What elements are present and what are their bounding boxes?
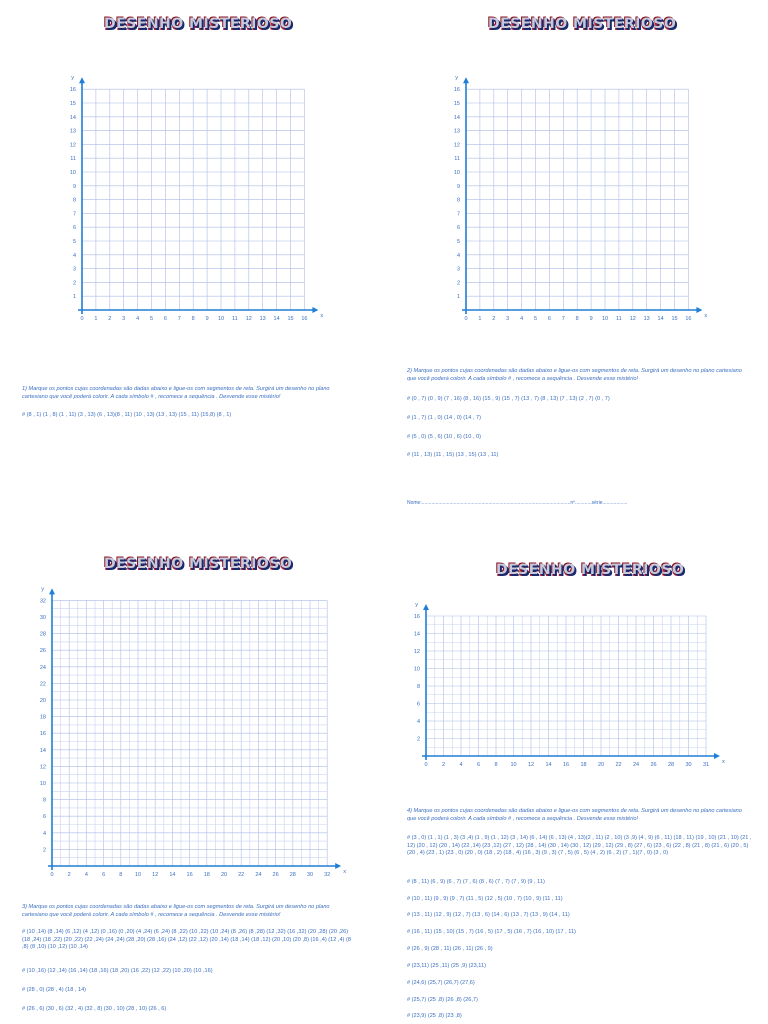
coordinate-sequence: # (26 , 6) (30 , 6) (32 , 4) (32 , 8) (30 , 10) (28 , 10) (26 , 6) [22, 1006, 167, 1012]
x-tick-label: 20 [220, 872, 228, 878]
y-tick-label: 6 [42, 814, 46, 821]
panel-title: DESENHO MISTERIOSO [488, 16, 677, 32]
coordinate-sequence: # (23,9) (25 ,8) (23 ,8) [407, 1013, 462, 1019]
x-axis-arrow [714, 753, 720, 759]
x-tick-label: 6 [102, 872, 106, 878]
panel-title: DESENHO MISTERIOSO [104, 16, 293, 32]
y-axis-label: y [41, 586, 44, 593]
y-tick-label: 24 [39, 664, 46, 671]
x-tick-label: 0 [50, 872, 54, 878]
x-tick-label: 8 [191, 316, 195, 322]
x-tick-label: 0 [80, 316, 84, 322]
x-tick-label: 2 [492, 316, 496, 322]
x-tick-label: 12 [527, 762, 535, 768]
y-axis-arrow [79, 77, 85, 83]
x-tick-label: 4 [84, 872, 88, 878]
x-tick-label: 12 [629, 316, 636, 322]
x-tick-label: 16 [562, 762, 570, 768]
y-tick-label: 14 [413, 631, 420, 638]
y-tick-label: 2 [72, 280, 76, 287]
panel-title: DESENHO MISTERIOSO [496, 562, 685, 578]
x-tick-label: 14 [273, 316, 280, 322]
x-tick-label: 13 [259, 316, 266, 322]
y-tick-label: 6 [456, 225, 460, 232]
y-tick-label: 16 [39, 731, 46, 738]
y-axis-label: y [71, 75, 74, 82]
x-tick-label: 30 [306, 872, 314, 878]
x-tick-label: 24 [632, 762, 640, 768]
y-tick-label: 4 [72, 252, 76, 259]
name-field: Nome:...........................................................................................................nº............série.................. [407, 500, 628, 506]
y-tick-label: 10 [69, 170, 76, 176]
y-tick-label: 30 [39, 615, 46, 621]
y-tick-label: 26 [39, 648, 46, 655]
y-tick-label: 12 [39, 764, 46, 771]
y-tick-label: 1 [456, 294, 460, 301]
x-tick-label: 16 [301, 316, 308, 322]
grid-lines [466, 89, 688, 310]
coordinate-sequence: # (1 , 7) (1 , 0) (14 , 0) (14 , 7) [407, 415, 481, 421]
coordinate-sequence: # (10 , 11) (9 , 9) (9 , 7) (11 , 5) (12 , 5) (10 , 7) (10 , 9) (11 , 11) [407, 896, 563, 902]
y-tick-label: 11 [454, 156, 460, 163]
x-axis-label: x [704, 313, 708, 319]
x-tick-label: 16 [685, 316, 692, 322]
y-tick-label: 18 [39, 714, 46, 721]
coordinate-sequence: # (8 , 11) (6 , 9) (6 , 7) (7 , 6) (8 , 6) (7 , 7) (7 , 9) (9 , 11) [407, 879, 545, 885]
coordinate-sequence: # (25,7) (25 ,8) (26 ,8) (26,7) [407, 997, 478, 1003]
instructions: 1) Marque os pontos cujas coordenadas são dadas abaixo e ligue-os com segmentos de reta. Surgirá um desenho no plano cartesiano que você poderá colorir. A cada símbolo # , recomece a sequência . Desvende esse mistério! [22, 386, 330, 400]
x-tick-label: 3 [506, 316, 510, 322]
x-tick-label: 11 [616, 316, 622, 322]
x-tick-label: 6 [163, 316, 167, 322]
y-tick-label: 10 [413, 666, 420, 673]
coordinate-sequence: # (26 , 9) (28 , 11) (26 , 11) (26 , 9) [407, 946, 493, 952]
instructions: 4) Marque os pontos cujas coordenadas são dadas abaixo e ligue-os com segmentos de reta. Surgirá um desenho no plano cartesiano que você poderá colorir. A cada símbolo # , recomece a sequência . Desvende esse mistério! [407, 808, 742, 822]
coordinate-sequence: # (23,11) (25 ,11) (25 ,9) (23,11) [407, 963, 486, 969]
x-tick-label: 5 [149, 316, 154, 322]
coordinate-sequence: # (24,6) (25,7) (26,7) (27,6) [407, 980, 475, 986]
y-tick-label: 10 [39, 781, 46, 787]
y-tick-label: 4 [42, 830, 46, 837]
x-tick-label: 28 [289, 872, 296, 878]
y-tick-label: 12 [453, 142, 460, 149]
y-axis-label: y [455, 75, 458, 82]
x-tick-label: 4 [520, 316, 524, 322]
x-axis-label: x [722, 759, 725, 765]
x-axis-arrow [312, 307, 318, 313]
x-tick-label: 14 [545, 762, 552, 768]
x-tick-label: 22 [615, 762, 622, 768]
x-tick-label: 8 [119, 872, 123, 878]
x-tick-label: 0 [464, 316, 468, 322]
y-tick-label: 7 [456, 211, 460, 218]
y-tick-label: 4 [456, 252, 460, 259]
instructions: 3) Marque os pontos cujas coordenadas são dadas abaixo e ligue-os com segmentos de reta. Surgirá um desenho no plano cartesiano que você poderá colorir. A cada símbolo # , recomece a sequência . Desvende esse mistério! [22, 904, 330, 918]
grid-lines [82, 89, 304, 310]
x-tick-label: 10 [510, 762, 517, 768]
cartesian-plane [414, 590, 749, 770]
x-tick-label: 22 [238, 872, 245, 878]
x-tick-label: 16 [186, 872, 193, 878]
coordinate-sequence: # (10 ,16) (12 ,14) (16 ,14) (18 ,16) (18 ,20) (16 ,22) (12 ,22) (10 ,20) (10 ,16) [22, 968, 213, 974]
x-tick-label: 4 [459, 762, 463, 768]
cartesian-plane [444, 64, 724, 334]
x-tick-label: 7 [177, 316, 181, 322]
y-tick-label: 6 [72, 225, 76, 232]
y-tick-label: 14 [39, 747, 46, 754]
y-tick-label: 28 [39, 631, 46, 638]
x-tick-label: 28 [667, 762, 675, 768]
y-axis-arrow [423, 604, 429, 610]
y-tick-label: 8 [72, 197, 76, 204]
x-axis-label: x [343, 869, 346, 875]
x-tick-label: 7 [561, 316, 565, 322]
x-tick-label: 26 [650, 762, 657, 768]
x-tick-label: 12 [152, 872, 159, 878]
x-axis-label: x [320, 313, 324, 319]
x-tick-label: 11 [232, 316, 238, 322]
x-tick-label: 26 [272, 872, 279, 878]
y-tick-label: 12 [69, 142, 76, 149]
y-tick-label: 15 [69, 101, 76, 107]
x-tick-label: 24 [255, 872, 262, 878]
x-tick-label: 9 [589, 316, 593, 322]
x-tick-label: 8 [575, 316, 579, 322]
x-tick-label: 1 [94, 316, 98, 322]
y-tick-label: 8 [456, 197, 460, 204]
y-tick-label: 20 [39, 698, 46, 704]
x-tick-label: 32 [324, 872, 331, 878]
coordinate-sequence: # (3 , 0) (1 , 1) (1 , 3) (3 ,4) (1 , 9) (1 , 12) (3 , 14) (6 , 14) (6 , 13) (4 , 13)(2 , 11) (2 , 10) (3 ,9) (4 , 9) (6 , 11) (18 , 11) (19 , 10) (21 , 10) (21 , 12) (20 , 12) (20 , 14) (22 ,14) (23 ,12) (27 , 12) (28 , 14) (30 , 14) (30 , 12) (29 , 12) (29 , 8) (27 , 6) (23 , 6) (22 , 8) (21 , 8) (21 , 6) (20 , 5) (20 , 4) (23 , 1) (23 , 0) (20 , 0) (18 , 2) (18 , 4) (16 , 3) (9 , 3) (7 , 5) (6 , 5) (4 , 2) (6 , 2) (7 , 1)(7 , 0) (3 , 0) [407, 835, 752, 856]
coordinate-sequence: # (5 , 0) (5 , 6) (10 , 6) (10 , 0) [407, 434, 481, 440]
y-tick-label: 9 [456, 183, 460, 190]
x-tick-label: 15 [671, 316, 678, 322]
y-axis-label: y [415, 602, 418, 608]
x-tick-label: 8 [494, 762, 498, 768]
x-tick-label: 18 [580, 762, 587, 768]
instructions: 2) Marque os pontos cujas coordenadas são dadas abaixo e ligue-os com segmentos de reta. Surgirá um desenho no plano cartesiano que você poderá colorir. A cada símbolo # , recomece a sequência . Desvende esse mistério! [407, 368, 742, 382]
y-tick-label: 2 [456, 280, 460, 287]
y-tick-label: 15 [453, 101, 460, 107]
y-tick-label: 22 [39, 681, 46, 688]
grid-lines [426, 616, 706, 756]
y-tick-label: 6 [416, 701, 420, 708]
y-tick-label: 11 [70, 156, 76, 163]
y-tick-label: 12 [413, 649, 420, 655]
x-tick-label: 0 [424, 762, 428, 768]
x-tick-label: 31 [702, 762, 710, 768]
x-tick-label: 12 [245, 316, 252, 322]
y-tick-label: 7 [72, 211, 76, 218]
y-tick-label: 8 [42, 797, 46, 804]
y-tick-label: 4 [416, 719, 420, 725]
x-tick-label: 10 [601, 316, 609, 322]
y-tick-label: 2 [416, 736, 420, 743]
x-tick-label: 6 [547, 316, 551, 322]
x-tick-label: 2 [108, 316, 112, 322]
y-tick-label: 13 [69, 128, 76, 135]
coordinate-sequence: # (0 , 7) (0 , 9) (7 , 16) (8 , 16) (15 , 9) (15 , 7) (13 , 7) (8 , 13) (7 , 13) (2 , 7) (0 , 7) [407, 396, 610, 402]
coordinate-sequence: # (28 , 0) (28 , 4) (18 , 14) [22, 987, 87, 993]
y-tick-label: 5 [456, 239, 460, 245]
x-tick-label: 2 [441, 762, 446, 768]
x-tick-label: 15 [287, 316, 294, 322]
cartesian-plane [30, 574, 355, 884]
y-axis-arrow [49, 588, 55, 594]
x-tick-label: 3 [122, 316, 126, 322]
coordinate-sequence: # (13 , 11) (12 , 9) (12 , 7) (13 , 6) (14 , 6) (13 , 7) (13 , 9) (14 , 11) [407, 912, 570, 918]
x-tick-label: 4 [136, 316, 140, 322]
y-tick-label: 3 [456, 266, 460, 273]
x-tick-label: 9 [205, 316, 209, 322]
x-tick-label: 14 [169, 872, 176, 878]
y-axis-arrow [463, 77, 469, 83]
x-axis-arrow [335, 863, 341, 869]
cartesian-plane [60, 64, 340, 334]
x-tick-label: 2 [67, 872, 71, 878]
grid-lines [52, 600, 327, 866]
x-tick-label: 10 [134, 872, 142, 878]
x-tick-label: 1 [478, 316, 482, 322]
coordinate-sequence: # (10 ,14) (8 ,14) (6 ,12) (4 ,12) (0 ,16) (0 ,20) (4 ,24) (6 ,24) (8 ,22) (10 ,22) (10 ,24) (8 ,26) (8 ,28) (12 ,32) (16 ,32) (20 ,28) (20 ,26) (18 ,24) (18 ,22) (20 ,22) (22 ,24) (24 ,24) (28 ,20) (28 ,16) (24 ,12) (22 ,12) (20 ,14) (18 ,14) (18 ,12) (20 ,10) (20 ,8) (16 ,4) (12 ,4) (8 ,8) (8 ,10) (10 ,12) (10 ,14) [22, 929, 351, 950]
y-tick-label: 16 [453, 87, 460, 94]
y-tick-label: 9 [72, 183, 76, 190]
y-tick-label: 16 [69, 87, 76, 94]
y-tick-label: 32 [39, 598, 46, 605]
x-tick-label: 5 [533, 316, 538, 322]
x-tick-label: 20 [597, 762, 605, 768]
y-tick-label: 10 [453, 170, 460, 176]
y-tick-label: 16 [413, 614, 420, 620]
y-tick-label: 2 [42, 847, 46, 854]
y-tick-label: 1 [72, 294, 76, 301]
y-tick-label: 8 [416, 684, 420, 690]
x-axis-arrow [696, 307, 702, 313]
x-tick-label: 18 [203, 872, 210, 878]
x-tick-label: 13 [643, 316, 650, 322]
x-tick-label: 14 [657, 316, 664, 322]
coordinate-sequence: # (11 , 13) (11 , 15) (13 , 15) (13 , 11) [407, 452, 499, 458]
y-tick-label: 13 [453, 128, 460, 135]
x-tick-label: 10 [217, 316, 225, 322]
x-tick-label: 30 [685, 762, 692, 768]
y-tick-label: 5 [72, 239, 76, 245]
y-tick-label: 14 [69, 114, 76, 121]
y-tick-label: 14 [453, 114, 460, 121]
x-tick-label: 6 [476, 762, 481, 768]
y-tick-label: 3 [72, 266, 76, 273]
panel-title: DESENHO MISTERIOSO [104, 556, 293, 572]
coordinate-sequence: # (16 , 11) (15 , 10) (15 , 7) (16 , 5) (17 , 5) (16 , 7) (16 , 10) (17 , 11) [407, 929, 576, 935]
coordinate-sequence: # (8 , 1) (1 , 8) (1 , 11) (3 , 13) (6 , 13)(8 , 11) (10 , 13) (13 , 13) (15 , 11) (15,8) (8 , 1) [22, 412, 232, 418]
